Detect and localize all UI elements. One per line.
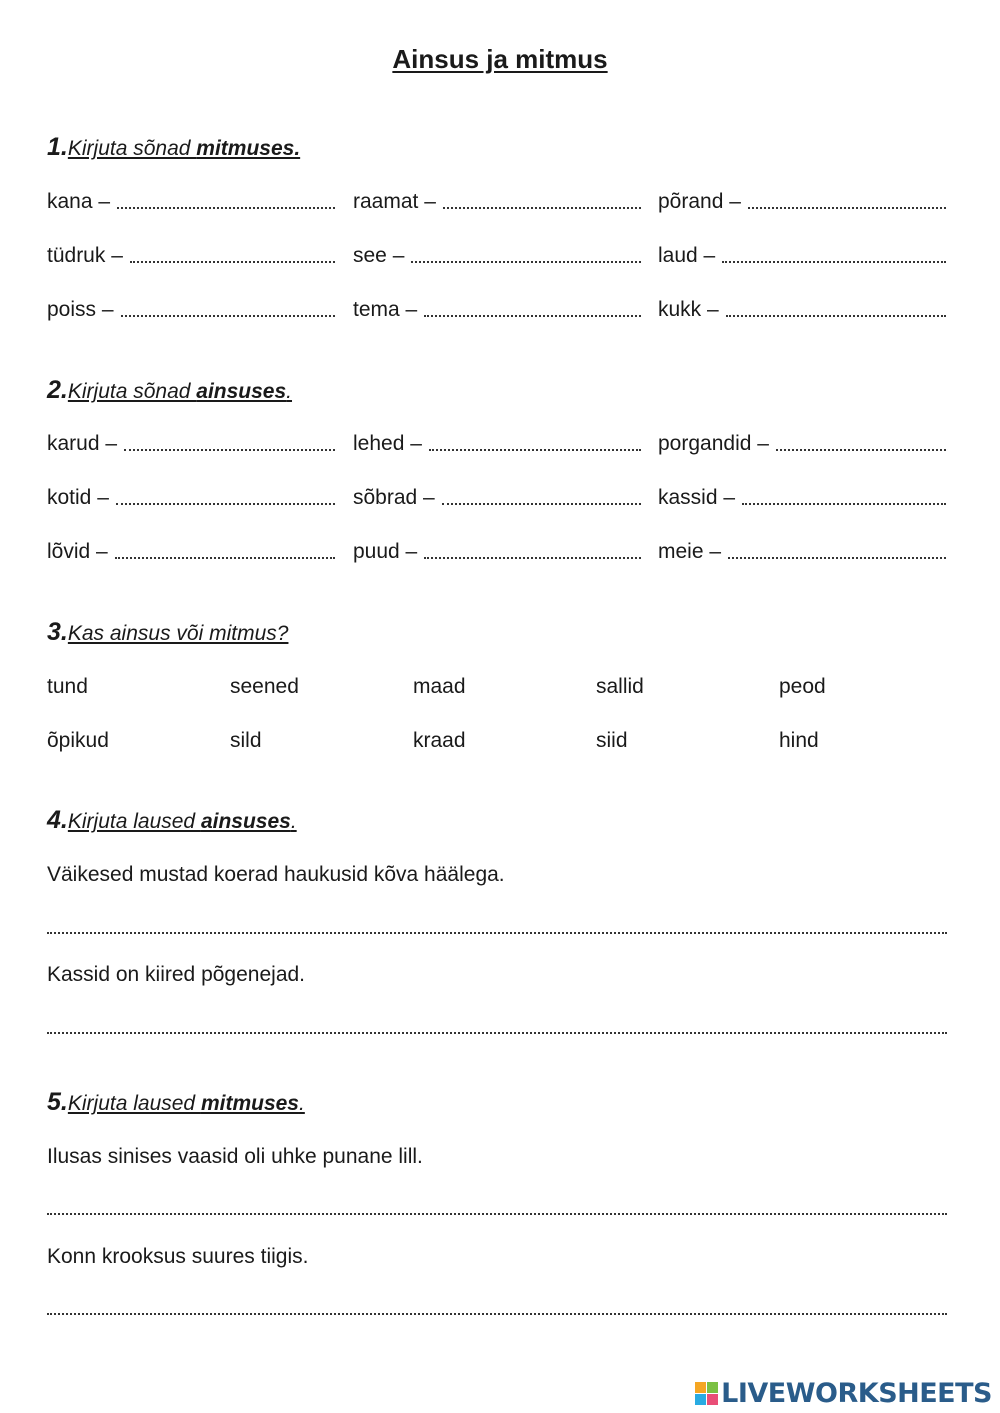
- word-item[interactable]: tund: [47, 675, 88, 698]
- word-item[interactable]: kraad: [413, 729, 466, 752]
- word-blank[interactable]: kassid –: [658, 486, 946, 510]
- word-blank[interactable]: tüdruk –: [47, 244, 335, 268]
- sentence-prompt: Kassid on kiired põgenejad.: [47, 963, 306, 986]
- exercise-row: [47, 244, 947, 274]
- word-blank[interactable]: poiss –: [47, 298, 335, 322]
- word-item[interactable]: sild: [230, 729, 262, 752]
- section-instruction: Kirjuta laused ainsuses.: [67, 810, 297, 833]
- exercise-row: [47, 190, 947, 220]
- logo-text: LIVEWORKSHEETS: [721, 1377, 992, 1409]
- word-item[interactable]: seened: [230, 675, 299, 698]
- section-2-heading: [47, 376, 292, 405]
- word-blank[interactable]: raamat –: [353, 190, 641, 214]
- word-blank[interactable]: porgandid –: [658, 432, 946, 456]
- section-5-heading: [47, 1088, 305, 1117]
- section-4-heading: [47, 806, 297, 835]
- word-blank[interactable]: lõvid –: [47, 540, 335, 564]
- answer-line[interactable]: [47, 1213, 947, 1215]
- sentence-prompt: Väikesed mustad koerad haukusid kõva häälega.: [47, 863, 505, 886]
- word-blank[interactable]: laud –: [658, 244, 946, 268]
- sentence-prompt: Ilusas sinises vaasid oli uhke punane lill.: [47, 1145, 423, 1168]
- word-item[interactable]: sallid: [596, 675, 644, 698]
- section-number: 1.: [47, 133, 68, 161]
- sentence-prompt: Konn krooksus suures tiigis.: [47, 1245, 309, 1268]
- word-blank[interactable]: kukk –: [658, 298, 946, 322]
- section-instruction: Kas ainsus või mitmus?: [67, 622, 289, 645]
- word-blank[interactable]: kana –: [47, 190, 335, 214]
- exercise-row: [47, 298, 947, 328]
- word-blank[interactable]: sõbrad –: [353, 486, 641, 510]
- page-title: Ainsus ja mitmus: [392, 44, 608, 74]
- word-blank[interactable]: tema –: [353, 298, 641, 322]
- word-blank[interactable]: lehed –: [353, 432, 641, 456]
- section-3-heading: [47, 618, 288, 647]
- word-blank[interactable]: puud –: [353, 540, 641, 564]
- section-instruction: Kirjuta sõnad ainsuses.: [67, 380, 293, 403]
- exercise-row: [47, 432, 947, 462]
- word-item[interactable]: õpikud: [47, 729, 109, 752]
- section-number: 2.: [47, 376, 68, 404]
- answer-line[interactable]: [47, 1032, 947, 1034]
- word-blank[interactable]: kotid –: [47, 486, 335, 510]
- word-blank[interactable]: põrand –: [658, 190, 946, 214]
- liveworksheets-logo-icon: [695, 1382, 718, 1405]
- section-instruction: Kirjuta sõnad mitmuses.: [67, 137, 301, 160]
- section-number: 4.: [47, 806, 68, 834]
- exercise-row: [47, 540, 947, 570]
- exercise-row: [47, 486, 947, 516]
- word-blank[interactable]: meie –: [658, 540, 946, 564]
- section-1-heading: [47, 133, 300, 162]
- word-blank[interactable]: karud –: [47, 432, 335, 456]
- word-item[interactable]: siid: [596, 729, 628, 752]
- word-item[interactable]: peod: [779, 675, 826, 698]
- answer-line[interactable]: [47, 932, 947, 934]
- word-item[interactable]: maad: [413, 675, 466, 698]
- liveworksheets-logo: [695, 1378, 992, 1408]
- answer-line[interactable]: [47, 1313, 947, 1315]
- section-instruction: Kirjuta laused mitmuses.: [67, 1092, 305, 1115]
- section-number: 3.: [47, 618, 68, 646]
- section-number: 5.: [47, 1088, 68, 1116]
- word-item[interactable]: hind: [779, 729, 819, 752]
- word-blank[interactable]: see –: [353, 244, 641, 268]
